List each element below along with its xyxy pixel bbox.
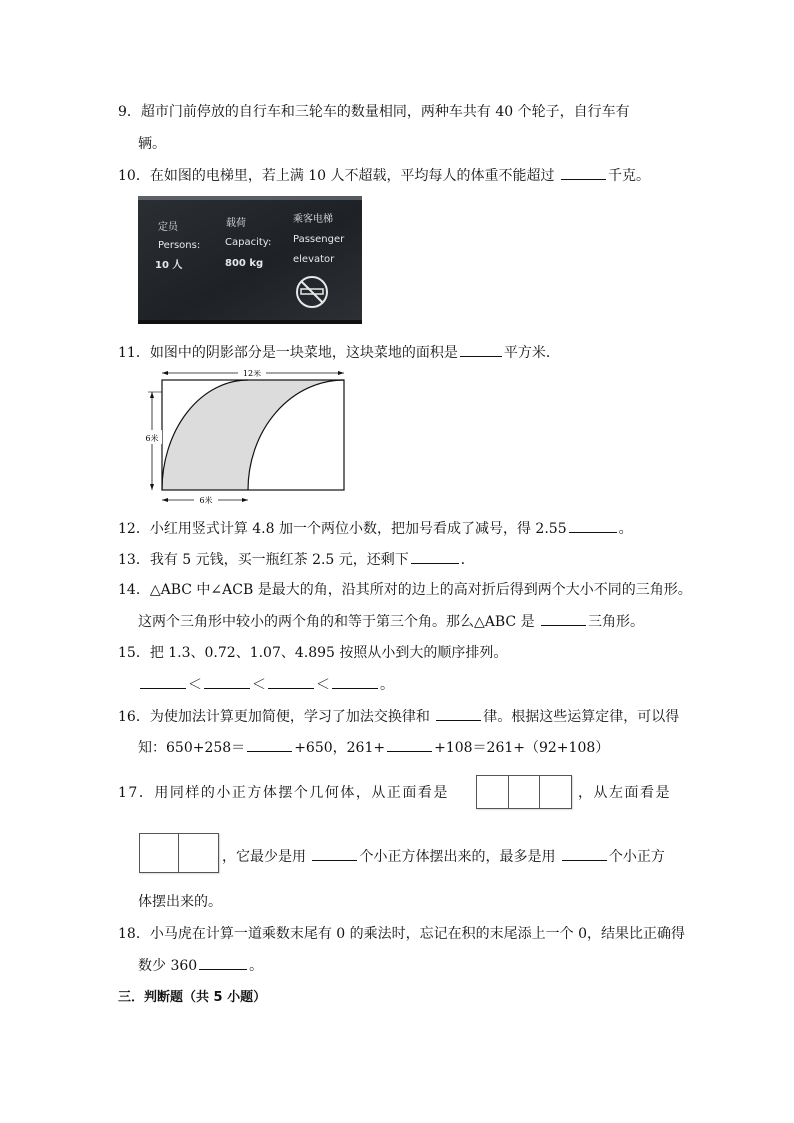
question-17-line3: 体摆出来的。 [138, 894, 222, 910]
question-9-line1: 9．超市门前停放的自行车和三轮车的数量相同，两种车共有 40 个轮子，自行车有 [118, 104, 630, 120]
question-18-line1: 18．小马虎在计算一道乘数末尾有 0 的乘法时，忘记在积的末尾添上一个 0，结果比正确得 [118, 926, 685, 942]
top-dimension-label: 12米 [242, 370, 262, 378]
question-14-line1: 14．△ABC 中∠ACB 是最大的角，沿其所对的边上的高对折后得到两个大小不同的三角形。 [118, 582, 692, 598]
left-view-box [139, 833, 219, 873]
question-17-text-cont: 个小正方体摆出来的，最多是用 [359, 849, 556, 865]
question-16-equation-c: +108＝261+（92+108） [434, 740, 610, 756]
question-14-end: 三角形。 [588, 614, 645, 630]
answer-blank[interactable] [569, 518, 617, 533]
less-than-sign: ＜ [252, 677, 266, 693]
answer-blank[interactable] [436, 706, 481, 721]
question-15-line2 [138, 674, 394, 695]
shaded-region [162, 380, 344, 490]
front-view-box [476, 775, 572, 809]
question-15-line1: 15．把 1.3、0.72、1.07、4.895 按照从小到大的顺序排列。 [118, 645, 508, 661]
question-18-line2 [138, 955, 263, 976]
question-11 [118, 342, 560, 363]
question-13-end: ． [460, 552, 475, 568]
answer-blank[interactable] [562, 846, 607, 861]
answer-blank[interactable] [411, 549, 459, 564]
question-10-text: 10．在如图的电梯里，若上满 10 人不超载，平均每人的体重不能超过 [118, 168, 555, 184]
left-dimension-label: 6米 [145, 434, 159, 443]
vegetable-plot-figure [138, 370, 353, 510]
front-view-cell [508, 776, 540, 808]
question-17-line2 [222, 846, 665, 867]
question-14-line2 [138, 611, 644, 632]
answer-blank[interactable] [541, 611, 586, 626]
sign-elevator-en2: elevator [293, 254, 335, 265]
question-15-end: 。 [380, 677, 394, 693]
sign-persons-en: Persons: [158, 240, 201, 251]
question-16-text-cont: 律。根据这些运算定律，可以得 [483, 709, 680, 725]
question-10 [118, 165, 650, 186]
question-13-text: 13．我有 5 元钱，买一瓶红茶 2.5 元，还剩下 [118, 552, 409, 568]
answer-blank[interactable] [199, 955, 247, 970]
answer-blank[interactable] [561, 165, 606, 180]
question-11-text: 11．如图中的阴影部分是一块菜地，这块菜地的面积是 [118, 345, 458, 361]
section-3-heading: 三．判断题（共 5 小题） [118, 990, 267, 1005]
question-12-text: 12．小红用竖式计算 4.8 加一个两位小数，把加号看成了减号，得 2.55 [118, 521, 567, 537]
question-16-line2 [138, 737, 609, 758]
question-9-line2: 辆。 [138, 136, 166, 152]
question-17-line1b: ，从左面看是 [578, 785, 671, 801]
question-17-text-end: 个小正方 [608, 849, 665, 865]
question-10-unit: 千克。 [607, 168, 650, 184]
left-view-cell [140, 834, 179, 872]
sign-persons-value: 10 人 [155, 260, 183, 271]
question-11-unit: 平方米． [503, 345, 560, 361]
sign-capacity-cn: 载荷 [226, 218, 246, 229]
sign-elevator-cn: 乘客电梯 [293, 214, 333, 225]
answer-blank[interactable] [332, 674, 378, 689]
answer-blank[interactable] [460, 342, 502, 357]
question-18-text: 数少 360 [138, 958, 198, 974]
question-17-line1a: 17．用同样的小正方体摆个几何体，从正面看是 [118, 785, 449, 801]
less-than-sign: ＜ [188, 677, 202, 693]
answer-blank[interactable] [268, 674, 314, 689]
answer-blank[interactable] [312, 846, 357, 861]
sign-persons-cn: 定员 [158, 222, 178, 233]
question-13 [118, 549, 475, 570]
question-14-text: 这两个三角形中较小的两个角的和等于第三个角。那么△ABC 是 [138, 614, 535, 630]
answer-blank[interactable] [204, 674, 250, 689]
elevator-sign-image [138, 196, 362, 324]
question-12 [118, 518, 633, 539]
sign-capacity-en: Capacity: [225, 237, 272, 248]
question-18-end: 。 [249, 958, 264, 974]
question-16-equation-b: +650，261+ [294, 740, 386, 756]
bottom-dimension-label: 6米 [199, 496, 213, 505]
question-16-equation-a: 知：650+258＝ [138, 740, 246, 756]
less-than-sign: ＜ [316, 677, 330, 693]
question-16-text: 16．为使加法计算更加简便，学习了加法交换律和 [118, 709, 430, 725]
sign-elevator-en1: Passenger [293, 234, 345, 245]
answer-blank[interactable] [140, 674, 186, 689]
question-12-end: 。 [618, 521, 633, 537]
front-view-cell [477, 776, 509, 808]
answer-blank[interactable] [247, 737, 292, 752]
answer-blank[interactable] [387, 737, 432, 752]
question-17-text: ，它最少是用 [222, 849, 306, 865]
sign-capacity-value: 800 kg [225, 258, 264, 269]
question-16-line1 [118, 706, 679, 727]
